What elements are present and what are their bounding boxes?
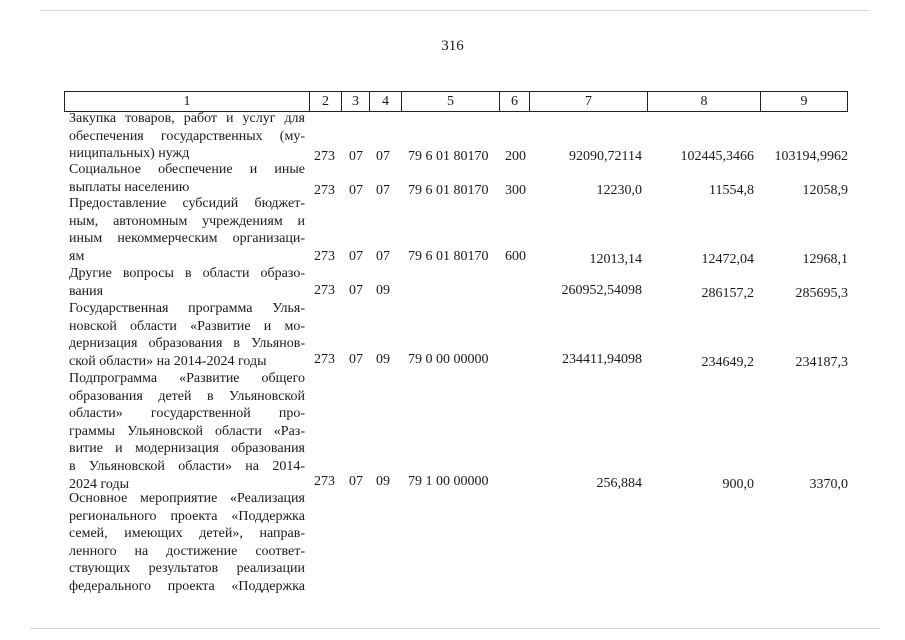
cell-col-9: 3370,0 xyxy=(809,477,848,492)
cell-col-4: 07 xyxy=(376,149,390,164)
header-col-4: 4 xyxy=(370,92,402,111)
cell-col-9: 12058,9 xyxy=(802,183,848,198)
scan-artifact-top xyxy=(40,10,870,11)
row-description: Подпрограмма «Развитие общего образования детей в Ульяновской области» государственной про- граммы Ульяновской области «Раз- витие и модернизация образования в Ульяновской области» на 2014- 2024 годы xyxy=(69,371,305,492)
cell-col-3: 07 xyxy=(349,149,363,164)
cell-col-8: 234649,2 xyxy=(701,355,754,370)
header-col-7: 7 xyxy=(530,92,648,111)
page-number: 316 xyxy=(441,38,464,54)
row-description: Государственная программа Улья- новской области «Развитие и мо- дернизация образования в Ульянов- ской области» на 2014-2024 годы xyxy=(69,301,305,369)
header-col-8: 8 xyxy=(648,92,761,111)
cell-col-7: 12013,14 xyxy=(589,252,642,267)
cell-col-6: 200 xyxy=(505,149,526,164)
cell-col-6: 600 xyxy=(505,249,526,264)
cell-col-3: 07 xyxy=(349,352,363,367)
cell-col-8: 11554,8 xyxy=(709,183,754,198)
cell-col-2: 273 xyxy=(314,474,335,489)
cell-col-5: 79 1 00 00000 xyxy=(408,474,489,489)
row-description: Закупка товаров, работ и услуг для обеспечения государственных (му- ниципальных) нужд xyxy=(69,111,305,162)
cell-col-9: 285695,3 xyxy=(795,286,848,301)
cell-col-9: 234187,3 xyxy=(795,355,848,370)
cell-col-8: 12472,04 xyxy=(701,252,754,267)
cell-col-5: 79 6 01 80170 xyxy=(408,249,489,264)
cell-col-7: 92090,72114 xyxy=(569,149,642,164)
cell-col-5: 79 6 01 80170 xyxy=(408,149,489,164)
cell-col-9: 12968,1 xyxy=(802,252,848,267)
cell-col-7: 12230,0 xyxy=(596,183,642,198)
cell-col-3: 07 xyxy=(349,183,363,198)
header-col-6: 6 xyxy=(500,92,530,111)
cell-col-8: 102445,3466 xyxy=(680,149,754,164)
row-description: Социальное обеспечение и иные выплаты населению xyxy=(69,162,305,195)
cell-col-2: 273 xyxy=(314,149,335,164)
scan-artifact-bottom xyxy=(30,628,880,629)
cell-col-2: 273 xyxy=(314,249,335,264)
header-col-5: 5 xyxy=(402,92,500,111)
cell-col-4: 09 xyxy=(376,474,390,489)
header-col-3: 3 xyxy=(342,92,370,111)
cell-col-4: 09 xyxy=(376,283,390,298)
cell-col-5: 79 0 00 00000 xyxy=(408,352,489,367)
cell-col-7: 256,884 xyxy=(596,476,642,491)
header-col-1: 1 xyxy=(65,92,310,111)
row-description: Основное мероприятие «Реализация регионального проекта «Поддержка семей, имеющих детей», направ- ленного на достижение соответ- ствующих результатов реализации федерального проекта «Поддержка xyxy=(69,491,305,594)
cell-col-9: 103194,9962 xyxy=(774,149,848,164)
cell-col-4: 09 xyxy=(376,352,390,367)
cell-col-5: 79 6 01 80170 xyxy=(408,183,489,198)
cell-col-4: 07 xyxy=(376,183,390,198)
cell-col-2: 273 xyxy=(314,352,335,367)
cell-col-3: 07 xyxy=(349,249,363,264)
cell-col-6: 300 xyxy=(505,183,526,198)
cell-col-2: 273 xyxy=(314,183,335,198)
cell-col-8: 900,0 xyxy=(722,477,754,492)
cell-col-3: 07 xyxy=(349,474,363,489)
cell-col-3: 07 xyxy=(349,283,363,298)
row-description: Другие вопросы в области образо- вания xyxy=(69,266,305,299)
cell-col-2: 273 xyxy=(314,283,335,298)
header-col-9: 9 xyxy=(800,94,808,109)
cell-col-7: 234411,94098 xyxy=(562,352,642,367)
cell-col-7: 260952,54098 xyxy=(561,283,642,298)
header-col-2: 2 xyxy=(310,92,342,111)
table-header xyxy=(64,91,848,112)
row-description: Предоставление субсидий бюджет- ным, автономным учреждениям и иным некоммерческим организаци- ям xyxy=(69,196,305,264)
cell-col-4: 07 xyxy=(376,249,390,264)
cell-col-8: 286157,2 xyxy=(701,286,754,301)
